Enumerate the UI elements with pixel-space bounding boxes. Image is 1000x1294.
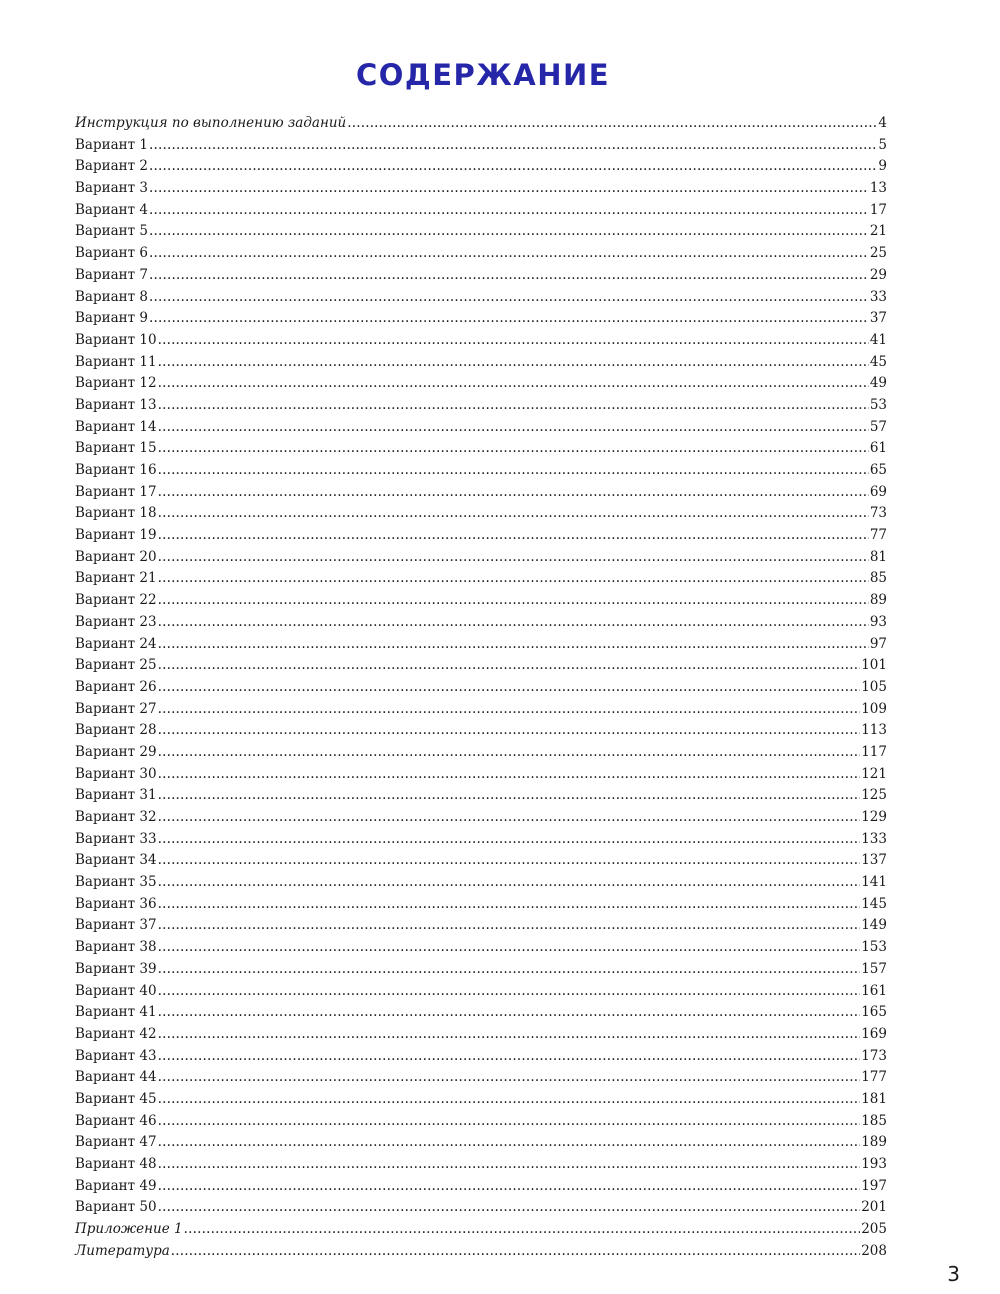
toc-entry-page: 81 — [869, 548, 887, 565]
toc-entry-page: 145 — [861, 895, 887, 912]
toc-entry-label: Вариант 41 — [75, 1004, 157, 1021]
dot-leader — [158, 677, 861, 699]
dot-leader — [158, 612, 869, 634]
toc-entry-label: Вариант 48 — [75, 1156, 157, 1172]
toc-entry-label: Вариант 1 — [75, 136, 149, 153]
toc-entry-page: 85 — [869, 570, 887, 587]
toc-entry-label: Вариант 15 — [75, 440, 157, 457]
dot-leader — [158, 352, 869, 374]
toc-entry-page: 121 — [861, 765, 887, 782]
toc-entry-page: 165 — [861, 1004, 887, 1021]
toc-entry-label: Вариант 44 — [75, 1069, 157, 1086]
toc-entry[interactable] — [75, 243, 887, 265]
toc-entry-page: 173 — [861, 1047, 887, 1064]
toc-entry-page: 61 — [869, 440, 887, 457]
toc-entry-page: 17 — [869, 201, 887, 218]
toc-entry-label: Вариант 25 — [75, 657, 157, 674]
toc-entry-label: Литература — [75, 1242, 170, 1259]
toc-entry-page: 25 — [869, 245, 887, 262]
toc-entry[interactable] — [75, 308, 887, 330]
dot-leader — [158, 525, 869, 547]
toc-entry-page: 141 — [861, 874, 887, 891]
toc-entry[interactable] — [75, 720, 887, 742]
toc-entry[interactable] — [75, 699, 887, 721]
dot-leader — [158, 330, 869, 352]
toc-entry-page: 29 — [869, 266, 887, 283]
toc-entry[interactable] — [75, 200, 887, 222]
toc-entry[interactable] — [75, 634, 887, 656]
toc-entry-label: Вариант 8 — [75, 288, 149, 305]
dot-leader — [158, 1002, 861, 1024]
toc-entry[interactable] — [75, 156, 887, 178]
dot-leader — [158, 915, 861, 937]
dot-leader — [158, 981, 861, 1003]
toc-entry-label: Вариант 14 — [75, 418, 157, 435]
toc-entry-page: 21 — [869, 223, 887, 240]
toc-entry-page: 129 — [861, 809, 887, 825]
toc-entry-label: Вариант 32 — [75, 809, 157, 825]
toc-entry-page: 193 — [861, 1156, 887, 1172]
toc-entry-label: Вариант 38 — [75, 939, 157, 956]
toc-entry-label: Вариант 34 — [75, 852, 157, 869]
toc-entry-label: Вариант 29 — [75, 743, 157, 760]
toc-entry-label: Вариант 16 — [75, 462, 157, 478]
toc-entry-page: 65 — [869, 462, 887, 478]
toc-entry-label: Вариант 31 — [75, 787, 157, 804]
toc-entry[interactable] — [75, 915, 887, 937]
page-title: СОДЕРЖАНИЕ — [355, 58, 611, 92]
toc-entry-label: Вариант 36 — [75, 895, 157, 912]
dot-leader — [149, 200, 869, 222]
toc-entry-page: 13 — [869, 180, 887, 197]
toc-entry[interactable] — [75, 1067, 887, 1089]
toc-entry-label: Вариант 17 — [75, 483, 157, 500]
dot-leader — [158, 438, 869, 460]
toc-entry[interactable] — [75, 677, 887, 699]
toc-entry[interactable] — [75, 872, 887, 894]
toc-entry-page: 205 — [861, 1221, 887, 1238]
toc-entry-page: 185 — [861, 1112, 887, 1129]
toc-entry-label: Вариант 18 — [75, 505, 157, 522]
toc-entry[interactable] — [75, 655, 887, 677]
dot-leader — [158, 872, 861, 894]
toc-entry-label: Вариант 40 — [75, 982, 157, 999]
dot-leader — [158, 742, 861, 764]
toc-entry-label: Вариант 27 — [75, 700, 157, 717]
toc-entry-label: Вариант 26 — [75, 678, 157, 695]
toc-entry-page: 69 — [869, 483, 887, 500]
dot-leader — [184, 1219, 861, 1241]
toc-entry-page: 117 — [861, 743, 887, 760]
dot-leader — [158, 503, 869, 525]
dot-leader — [158, 1132, 861, 1154]
dot-leader — [347, 113, 877, 135]
dot-leader — [158, 699, 861, 721]
toc-entry[interactable] — [75, 135, 887, 157]
table-of-contents — [75, 113, 887, 1262]
toc-entry-page: 208 — [861, 1242, 887, 1259]
dot-leader — [158, 785, 861, 807]
toc-entry-page: 45 — [869, 353, 887, 370]
toc-entry-label: Вариант 2 — [75, 158, 149, 175]
toc-entry-label: Приложение 1 — [75, 1221, 183, 1238]
dot-leader — [158, 590, 869, 612]
toc-entry[interactable] — [75, 113, 887, 135]
dot-leader — [158, 850, 861, 872]
toc-entry-label: Вариант 10 — [75, 331, 157, 348]
toc-entry-label: Вариант 3 — [75, 180, 149, 197]
toc-entry[interactable] — [75, 265, 887, 287]
toc-entry-label: Вариант 46 — [75, 1112, 157, 1129]
toc-entry[interactable] — [75, 1176, 887, 1198]
toc-entry[interactable] — [75, 373, 887, 395]
toc-entry[interactable] — [75, 850, 887, 872]
toc-entry-label: Вариант 12 — [75, 375, 157, 392]
toc-entry-label: Вариант 35 — [75, 874, 157, 891]
toc-entry-label: Вариант 30 — [75, 765, 157, 782]
toc-entry-page: 33 — [869, 288, 887, 305]
toc-entry-page: 41 — [869, 331, 887, 348]
toc-entry[interactable] — [75, 764, 887, 786]
toc-entry-label: Вариант 13 — [75, 396, 157, 413]
toc-entry-page: 197 — [861, 1177, 887, 1194]
toc-entry[interactable] — [75, 1219, 887, 1241]
toc-entry-page: 53 — [869, 396, 887, 413]
toc-entry[interactable] — [75, 438, 887, 460]
toc-entry[interactable] — [75, 352, 887, 374]
toc-entry-page: 105 — [861, 678, 887, 695]
toc-entry-label: Вариант 5 — [75, 223, 149, 240]
toc-entry[interactable] — [75, 1024, 887, 1046]
toc-entry-page: 189 — [861, 1134, 887, 1151]
dot-leader — [158, 1197, 861, 1219]
toc-entry-page: 77 — [869, 527, 887, 544]
toc-entry-label: Вариант 49 — [75, 1177, 157, 1194]
toc-entry[interactable] — [75, 612, 887, 634]
toc-entry[interactable] — [75, 1197, 887, 1219]
toc-entry[interactable] — [75, 525, 887, 547]
toc-entry[interactable] — [75, 503, 887, 525]
toc-entry-label: Вариант 47 — [75, 1134, 157, 1151]
toc-entry[interactable] — [75, 287, 887, 309]
toc-entry-page: 101 — [861, 657, 887, 674]
toc-entry-label: Вариант 11 — [75, 353, 157, 370]
dot-leader — [158, 764, 861, 786]
toc-entry[interactable] — [75, 460, 887, 482]
toc-entry-page: 201 — [861, 1199, 887, 1216]
dot-leader — [149, 156, 877, 178]
dot-leader — [158, 655, 861, 677]
toc-entry-label: Вариант 21 — [75, 570, 157, 587]
dot-leader — [171, 1241, 860, 1263]
toc-entry-label: Вариант 45 — [75, 1090, 157, 1107]
toc-entry-page: 169 — [861, 1025, 887, 1042]
toc-entry-label: Вариант 19 — [75, 527, 157, 544]
toc-entry-page: 93 — [869, 613, 887, 630]
toc-entry[interactable] — [75, 395, 887, 417]
toc-entry-page: 109 — [861, 700, 887, 717]
toc-entry[interactable] — [75, 1002, 887, 1024]
toc-entry-label: Вариант 50 — [75, 1199, 157, 1216]
dot-leader — [158, 482, 869, 504]
toc-entry-page: 149 — [861, 917, 887, 934]
toc-entry-label: Вариант 7 — [75, 266, 149, 283]
toc-entry[interactable] — [75, 829, 887, 851]
toc-entry-page: 73 — [869, 505, 887, 522]
toc-entry[interactable] — [75, 1111, 887, 1133]
dot-leader — [158, 807, 861, 829]
toc-entry-page: 125 — [861, 787, 887, 804]
dot-leader — [158, 547, 869, 569]
toc-entry-page: 49 — [869, 375, 887, 392]
toc-entry-label: Вариант 24 — [75, 635, 157, 652]
dot-leader — [158, 395, 869, 417]
toc-entry-label: Вариант 9 — [75, 310, 149, 327]
toc-entry[interactable] — [75, 937, 887, 959]
dot-leader — [149, 265, 869, 287]
toc-entry-label: Вариант 33 — [75, 830, 157, 847]
toc-entry-page: 153 — [861, 939, 887, 956]
dot-leader — [158, 373, 869, 395]
toc-entry[interactable] — [75, 590, 887, 612]
toc-entry[interactable] — [75, 785, 887, 807]
toc-entry[interactable] — [75, 547, 887, 569]
dot-leader — [149, 135, 877, 157]
dot-leader — [149, 287, 869, 309]
toc-entry-page: 89 — [869, 592, 887, 609]
toc-entry-label: Вариант 42 — [75, 1025, 157, 1042]
toc-entry-label: Инструкция по выполнению заданий — [75, 115, 347, 131]
toc-entry-label: Вариант 28 — [75, 722, 157, 739]
toc-entry[interactable] — [75, 330, 887, 352]
toc-entry-page: 97 — [869, 635, 887, 652]
dot-leader — [149, 178, 869, 200]
dot-leader — [149, 308, 869, 330]
toc-entry-page: 4 — [878, 115, 887, 131]
toc-entry[interactable] — [75, 894, 887, 916]
dot-leader — [158, 1089, 861, 1111]
toc-entry-label: Вариант 4 — [75, 201, 149, 218]
toc-entry-page: 57 — [869, 418, 887, 435]
dot-leader — [149, 243, 869, 265]
toc-entry-page: 5 — [878, 136, 887, 153]
toc-entry-page: 157 — [861, 960, 887, 977]
toc-entry[interactable] — [75, 1089, 887, 1111]
dot-leader — [158, 894, 861, 916]
dot-leader — [158, 634, 869, 656]
dot-leader — [158, 829, 861, 851]
dot-leader — [158, 1046, 861, 1068]
toc-entry[interactable] — [75, 981, 887, 1003]
toc-entry[interactable] — [75, 1046, 887, 1068]
toc-entry[interactable] — [75, 807, 887, 829]
dot-leader — [158, 1111, 861, 1133]
dot-leader — [149, 221, 869, 243]
toc-entry-page: 37 — [869, 310, 887, 327]
dot-leader — [158, 937, 861, 959]
toc-entry[interactable] — [75, 221, 887, 243]
dot-leader — [158, 1024, 861, 1046]
toc-entry[interactable] — [75, 417, 887, 439]
toc-entry-page: 9 — [878, 158, 887, 175]
toc-entry-page: 177 — [861, 1069, 887, 1086]
toc-entry-page: 113 — [861, 722, 887, 739]
dot-leader — [158, 959, 861, 981]
toc-entry-label: Вариант 6 — [75, 245, 149, 262]
toc-entry-page: 133 — [861, 830, 887, 847]
dot-leader — [158, 1067, 861, 1089]
toc-entry-label: Вариант 23 — [75, 613, 157, 630]
toc-entry[interactable] — [75, 1154, 887, 1176]
dot-leader — [158, 460, 869, 482]
toc-entry[interactable] — [75, 1241, 887, 1263]
dot-leader — [158, 568, 869, 590]
dot-leader — [158, 417, 869, 439]
toc-entry-label: Вариант 20 — [75, 548, 157, 565]
toc-entry-page: 181 — [861, 1090, 887, 1107]
toc-entry-label: Вариант 37 — [75, 917, 157, 934]
toc-entry[interactable] — [75, 482, 887, 504]
dot-leader — [158, 1176, 861, 1198]
toc-entry[interactable] — [75, 178, 887, 200]
dot-leader — [158, 1154, 861, 1176]
toc-entry[interactable] — [75, 742, 887, 764]
dot-leader — [158, 720, 861, 742]
toc-entry-page: 137 — [861, 852, 887, 869]
toc-entry[interactable] — [75, 568, 887, 590]
toc-entry-label: Вариант 22 — [75, 592, 157, 609]
toc-entry-label: Вариант 39 — [75, 960, 157, 977]
page-number: 3 — [947, 1262, 960, 1286]
toc-entry-page: 161 — [861, 982, 887, 999]
toc-entry[interactable] — [75, 1132, 887, 1154]
toc-entry[interactable] — [75, 959, 887, 981]
toc-entry-label: Вариант 43 — [75, 1047, 157, 1064]
